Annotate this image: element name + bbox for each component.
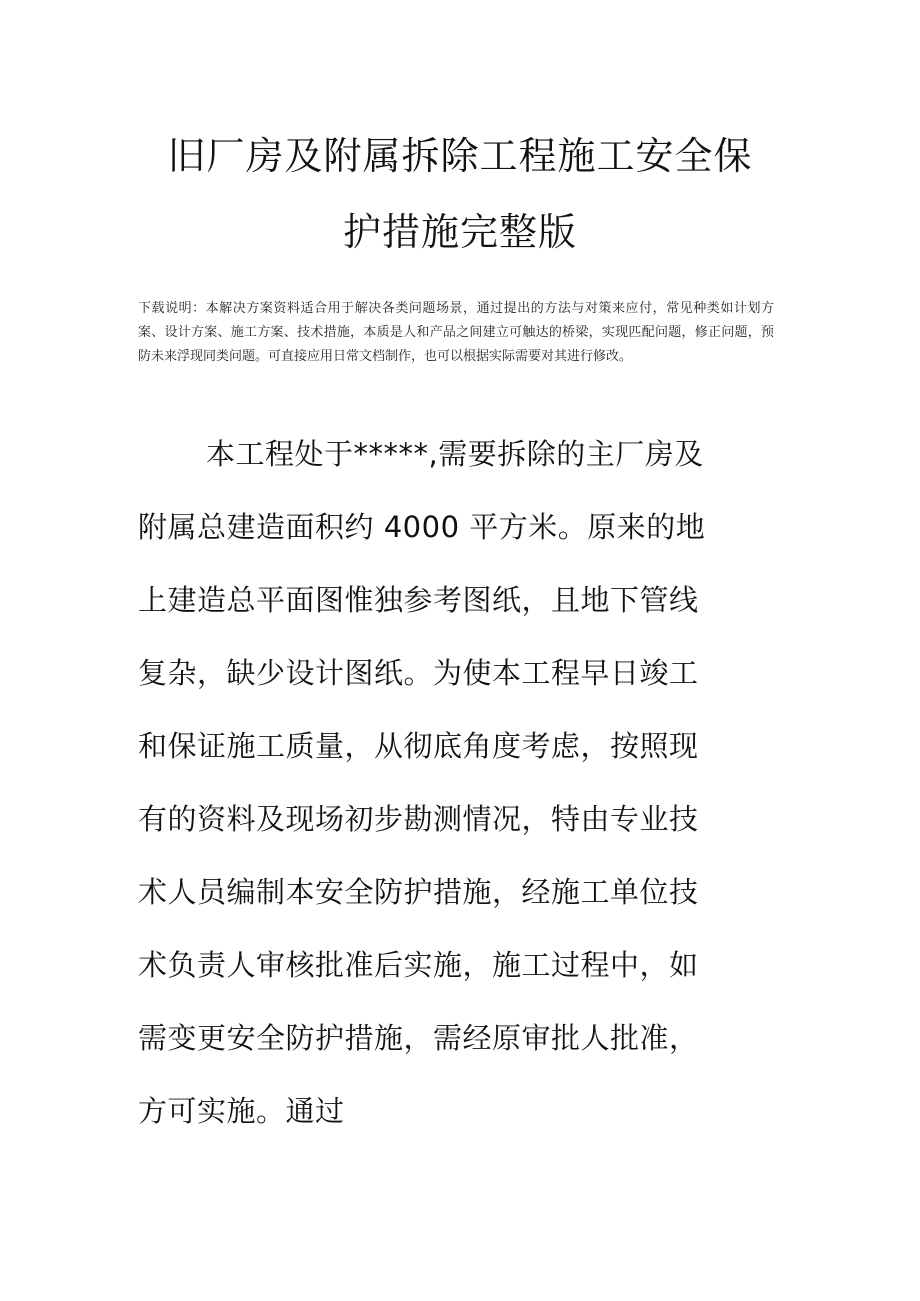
body-paragraph <box>138 418 758 1148</box>
body-line: 附属总建造面积约 4000 平方米。原来的地 <box>138 510 706 544</box>
body-line: 术人员编制本安全防护措施，经施工单位技 <box>138 875 699 909</box>
body-line: 需变更安全防护措施，需经原审批人批准， <box>138 1021 699 1055</box>
body-line: 术负责人审核批准后实施，施工过程中，如 <box>138 948 699 982</box>
body-line: 本工程处于*****,需要拆除的主厂房及 <box>206 437 704 471</box>
body-line: 上建造总平面图惟独参考图纸，且地下管线 <box>138 583 699 617</box>
document-title <box>120 118 800 270</box>
body-line: 复杂，缺少设计图纸。为使本工程早日竣工 <box>138 656 699 690</box>
title-line-1: 旧厂房及附属拆除工程施工安全保 <box>167 134 753 178</box>
body-line: 方可实施。通过 <box>138 1094 345 1128</box>
download-notice: 下载说明：本解决方案资料适合用于解决各类问题场景，通过提出的方法与对策来应付，常见种类如计划方案、设计方案、施工方案、技术措施，本质是人和产品之间建立可触达的桥梁，实现匹配问题，修正问题，预防未来浮现同类问题。可直接应用日常文档制作，也可以根据实际需要对其进行修改。 <box>138 301 774 364</box>
body-line: 有的资料及现场初步勘测情况，特由专业技 <box>138 802 699 836</box>
title-line-2: 护措施完整版 <box>342 210 577 254</box>
body-line: 和保证施工质量，从彻底角度考虑，按照现 <box>138 729 699 763</box>
